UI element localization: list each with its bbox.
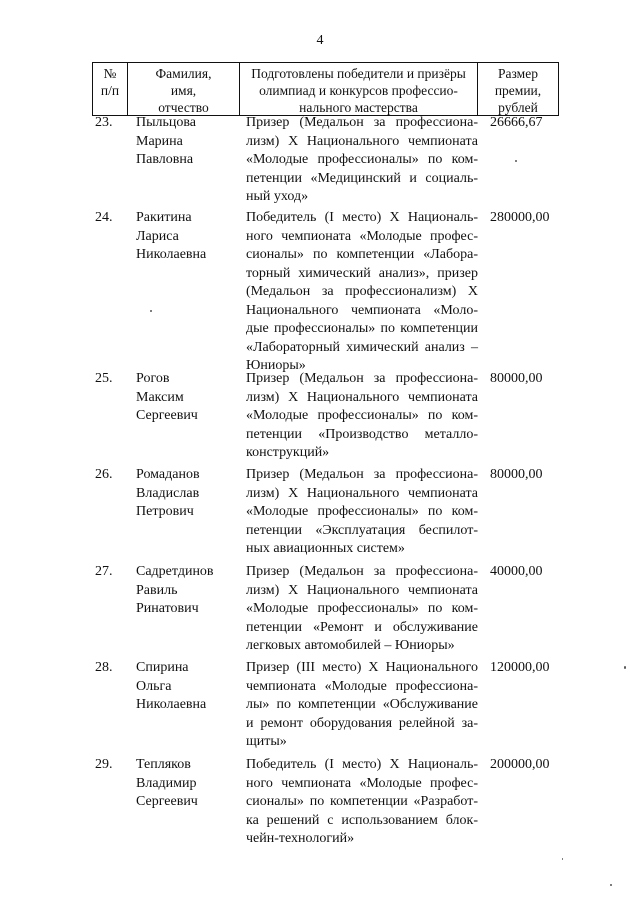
given-name: Владимир bbox=[136, 775, 197, 791]
header-col-number bbox=[93, 63, 128, 115]
header-col-prize-line: рублей bbox=[498, 100, 538, 115]
scan-speck bbox=[562, 858, 563, 860]
surname: Пыльцова bbox=[136, 115, 197, 130]
patronymic: Николаевна bbox=[136, 697, 207, 712]
given-name: Равиль bbox=[136, 582, 178, 598]
given-name: Марина bbox=[136, 133, 183, 149]
row-description: Призер (Медальон за профессиона-лизм) X Национального чемпионата «Молодые профессионалы» по ком-петенции «Ремонт и обслуживание легковых автомобилей – Юниоры» bbox=[246, 564, 478, 653]
scan-speck bbox=[515, 160, 517, 162]
page-number: 4 bbox=[316, 33, 324, 48]
scan-speck bbox=[624, 666, 626, 669]
row-prize: 26666,67 bbox=[490, 115, 543, 130]
row-prize: 120000,00 bbox=[490, 660, 550, 675]
header-col-name-line: имя, bbox=[170, 83, 197, 98]
header-col-description-line: нального мастерства bbox=[299, 100, 418, 115]
row-prize: 200000,00 bbox=[490, 757, 550, 772]
header-col-description bbox=[240, 63, 478, 115]
row-description: Победитель (I место) X Националь-ного чемпионата «Молодые профес-сионалы» по компетенции «Разработ-ка решений с использованием блок-чейн-технологий» bbox=[246, 757, 478, 846]
surname: Садретдинов bbox=[136, 564, 214, 579]
header-col-name-line: Фамилия, bbox=[155, 66, 212, 81]
surname: Ракитина bbox=[136, 210, 192, 225]
row-number: 27. bbox=[95, 564, 113, 579]
surname: Ромаданов bbox=[136, 467, 200, 482]
row-number: 23. bbox=[95, 115, 113, 130]
row-description: Призер (Медальон за профессиона-лизм) X Национального чемпионата «Молодые профессионалы» по ком-петенции «Эксплуатация беспилот-ных авиационных систем» bbox=[246, 467, 478, 556]
row-description: Призер (Медальон за профессиона-лизм) X Национального чемпионата «Молодые профессионалы» по ком-петенции «Производство металло-конструкций» bbox=[246, 371, 478, 460]
row-prize: 80000,00 bbox=[490, 467, 543, 482]
row-person-name bbox=[136, 756, 246, 812]
row-prize: 80000,00 bbox=[490, 371, 543, 386]
header-col-prize bbox=[478, 63, 558, 115]
header-col-name-line: отчество bbox=[158, 100, 209, 115]
surname: Спирина bbox=[136, 660, 189, 675]
patronymic: Сергеевич bbox=[136, 794, 198, 809]
row-prize: 280000,00 bbox=[490, 210, 550, 225]
row-number: 25. bbox=[95, 371, 113, 386]
row-person-name bbox=[136, 114, 246, 170]
patronymic: Сергеевич bbox=[136, 408, 198, 423]
row-description: Победитель (I место) X Националь-ного чемпионата «Молодые профес-сионалы» по компетенции «Лабора-торный химический анализ», призер (Медальон за профессионализм) X Национального чемпионата «Моло-дые профессионалы» по компетенции «Лабораторный химический анализ – Юниоры» bbox=[246, 210, 478, 373]
given-name: Владислав bbox=[136, 485, 200, 501]
row-person-name bbox=[136, 563, 246, 619]
row-number: 29. bbox=[95, 757, 113, 772]
header-col-number-line: п/п bbox=[100, 83, 120, 98]
row-person-name bbox=[136, 659, 246, 715]
row-person-name bbox=[136, 370, 246, 426]
row-person-name bbox=[136, 466, 246, 522]
header-col-description-line: олимпиад и конкурсов профессио- bbox=[259, 83, 458, 98]
row-description: Призер (III место) X Национального чемпионата «Молодые профессиона-лы» по компетенции «Обслуживание и ремонт оборудования релейной за-щиты» bbox=[246, 660, 478, 749]
row-number: 28. bbox=[95, 660, 113, 675]
header-col-prize-line: Размер bbox=[498, 66, 538, 81]
table-header bbox=[92, 62, 559, 116]
header-col-prize-line: премии, bbox=[494, 83, 542, 98]
row-number: 24. bbox=[95, 210, 113, 225]
surname: Тепляков bbox=[136, 757, 191, 772]
row-number: 26. bbox=[95, 467, 113, 482]
header-col-name bbox=[128, 63, 240, 115]
patronymic: Павловна bbox=[136, 152, 194, 167]
surname: Рогов bbox=[136, 371, 170, 386]
header-col-number-line: № bbox=[103, 66, 117, 81]
given-name: Максим bbox=[136, 389, 184, 405]
scan-speck bbox=[610, 884, 612, 886]
patronymic: Ринатович bbox=[136, 601, 199, 616]
scan-speck bbox=[150, 310, 152, 312]
patronymic: Николаевна bbox=[136, 247, 207, 262]
patronymic: Петрович bbox=[136, 504, 194, 519]
header-col-description-line: Подготовлены победители и призёры bbox=[251, 66, 466, 81]
given-name: Лариса bbox=[136, 228, 179, 244]
row-prize: 40000,00 bbox=[490, 564, 543, 579]
given-name: Ольга bbox=[136, 678, 172, 694]
row-person-name bbox=[136, 209, 246, 265]
row-description: Призер (Медальон за профессиона-лизм) X Национального чемпионата «Молодые профессионалы» по ком-петенции «Медицинский и социаль-ный уход» bbox=[246, 115, 478, 204]
